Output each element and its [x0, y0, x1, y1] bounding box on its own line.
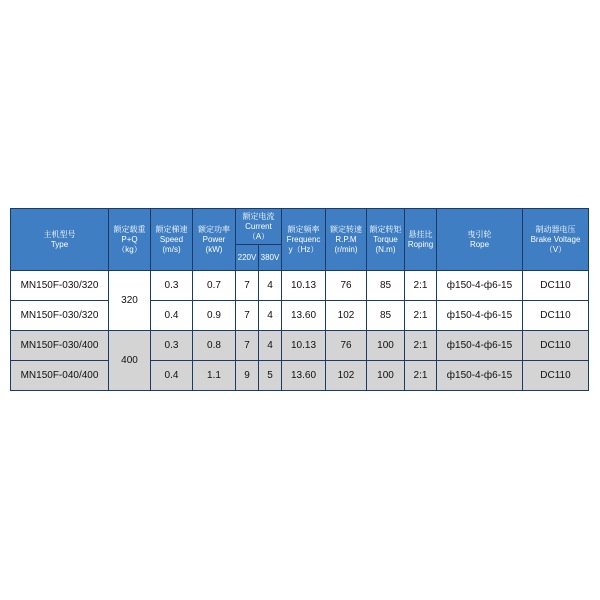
cell-current-380v: 4: [259, 301, 282, 331]
cell-roping: 2:1: [405, 331, 437, 361]
cell-torque: 85: [367, 271, 405, 301]
cell-rope: ф150-4-ф6-15: [437, 301, 523, 331]
cell-frequency: 13.60: [282, 301, 326, 331]
table-row: [11, 361, 589, 391]
header-rope: 曳引轮 Rope: [437, 209, 523, 271]
cell-torque: 100: [367, 361, 405, 391]
cell-roping: 2:1: [405, 271, 437, 301]
header-type: 主机型号 Type: [11, 209, 109, 271]
cell-current-220v: 7: [236, 301, 259, 331]
table-row: [11, 271, 589, 301]
header-current-380v: 380V: [259, 245, 282, 271]
cell-torque: 85: [367, 301, 405, 331]
cell-type: MN150F-040/400: [11, 361, 109, 391]
spec-table: [10, 208, 589, 391]
cell-torque: 100: [367, 331, 405, 361]
header-torque: 额定转矩 Torque (N.m): [367, 209, 405, 271]
cell-current-380v: 4: [259, 271, 282, 301]
header-load: 额定载重 P+Q （kg）: [109, 209, 151, 271]
cell-current-220v: 9: [236, 361, 259, 391]
cell-type: MN150F-030/320: [11, 301, 109, 331]
cell-speed: 0.3: [151, 271, 193, 301]
cell-current-220v: 7: [236, 271, 259, 301]
cell-power: 0.8: [193, 331, 236, 361]
cell-current-380v: 4: [259, 331, 282, 361]
cell-load: 400: [109, 331, 151, 391]
cell-roping: 2:1: [405, 361, 437, 391]
header-brake-voltage: 制动器电压 Brake Voltage （V）: [523, 209, 589, 271]
cell-speed: 0.4: [151, 301, 193, 331]
header-roping: 悬挂比 Roping: [405, 209, 437, 271]
cell-speed: 0.4: [151, 361, 193, 391]
header-frequency: 额定频率 Frequenc y（Hz）: [282, 209, 326, 271]
cell-power: 0.7: [193, 271, 236, 301]
cell-current-380v: 5: [259, 361, 282, 391]
cell-type: MN150F-030/320: [11, 271, 109, 301]
cell-frequency: 10.13: [282, 331, 326, 361]
cell-brake-voltage: DC110: [523, 301, 589, 331]
cell-rpm: 102: [326, 361, 367, 391]
cell-brake-voltage: DC110: [523, 271, 589, 301]
cell-current-220v: 7: [236, 331, 259, 361]
header-rpm: 额定转速 R.P.M (r/min): [326, 209, 367, 271]
table-row: [11, 301, 589, 331]
cell-brake-voltage: DC110: [523, 361, 589, 391]
header-power: 额定功率 Power (kW): [193, 209, 236, 271]
cell-roping: 2:1: [405, 301, 437, 331]
cell-load: 320: [109, 271, 151, 331]
cell-brake-voltage: DC110: [523, 331, 589, 361]
cell-frequency: 13.60: [282, 361, 326, 391]
header-speed: 额定梯速 Speed (m/s): [151, 209, 193, 271]
cell-power: 1.1: [193, 361, 236, 391]
header-current: 额定电流 Current （A）: [236, 209, 282, 245]
cell-rope: ф150-4-ф6-15: [437, 271, 523, 301]
cell-rope: ф150-4-ф6-15: [437, 361, 523, 391]
cell-rope: ф150-4-ф6-15: [437, 331, 523, 361]
cell-type: MN150F-030/400: [11, 331, 109, 361]
cell-rpm: 76: [326, 271, 367, 301]
header-current-220v: 220V: [236, 245, 259, 271]
cell-frequency: 10.13: [282, 271, 326, 301]
cell-rpm: 76: [326, 331, 367, 361]
cell-speed: 0.3: [151, 331, 193, 361]
cell-rpm: 102: [326, 301, 367, 331]
cell-power: 0.9: [193, 301, 236, 331]
table-row: [11, 331, 589, 361]
